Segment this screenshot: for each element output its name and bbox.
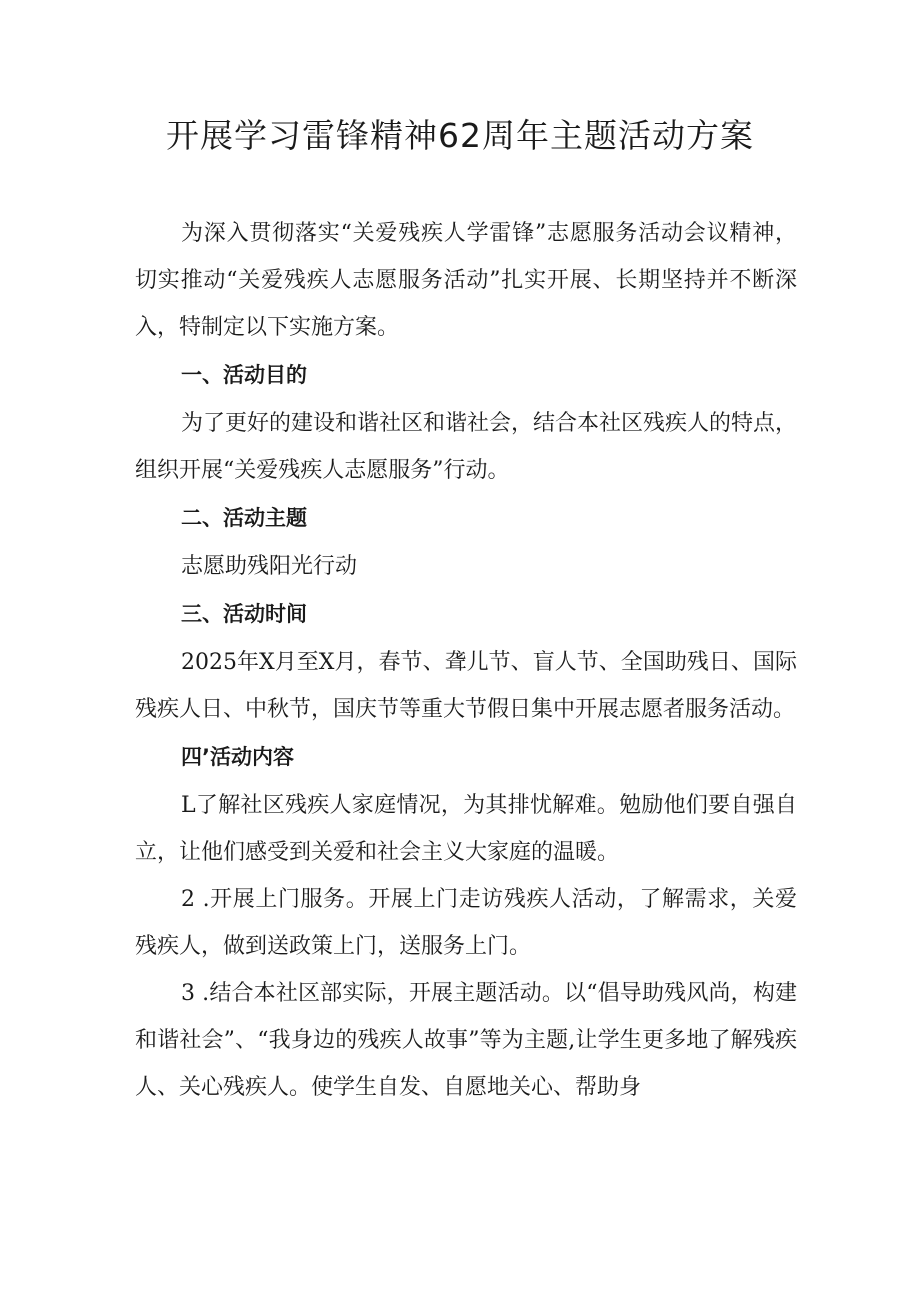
content-item-3: 3 .结合本社区部实际，开展主题活动。以“倡导助残风尚，构建和谐社会”、“我身边的残疾人故事”等为主题,让学生更多地了解残疾人、关心残疾人。使学生自发、自愿地关心、帮助身	[135, 981, 797, 1100]
intro-paragraph: 为深入贯彻落实“关爱残疾人学雷锋”志愿服务活动会议精神，切实推动“关爱残疾人志愿服务活动”扎实开展、长期坚持并不断深入，特制定以下实施方案。	[135, 221, 797, 340]
purpose-paragraph: 为了更好的建设和谐社区和谐社会，结合本社区残疾人的特点，组织开展“关爱残疾人志愿服务”行动。	[135, 411, 798, 483]
section-heading-content: 四’活动内容	[181, 745, 294, 769]
time-paragraph: 2025年X月至X月，春节、聋儿节、盲人节、全国助残日、国际残疾人日、中秋节，国庆节等重大节假日集中开展志愿者服务活动。	[135, 650, 797, 722]
section-heading-theme: 二、活动主题	[181, 506, 307, 530]
section-heading-purpose: 一、活动目的	[181, 363, 307, 387]
content-item-1: L了解社区残疾人家庭情况，为其排忧解难。勉励他们要自强自立，让他们感受到关爱和社会主义大家庭的温暖。	[135, 793, 797, 865]
content-item-2: 2 .开展上门服务。开展上门走访残疾人活动，了解需求，关爱残疾人，做到送政策上门，送服务上门。	[135, 887, 797, 959]
theme-paragraph: 志愿助残阳光行动	[181, 554, 358, 579]
document-title: 开展学习雷锋精神62周年主题活动方案	[166, 116, 754, 155]
section-heading-time: 三、活动时间	[181, 602, 307, 626]
document-body	[135, 210, 797, 1111]
